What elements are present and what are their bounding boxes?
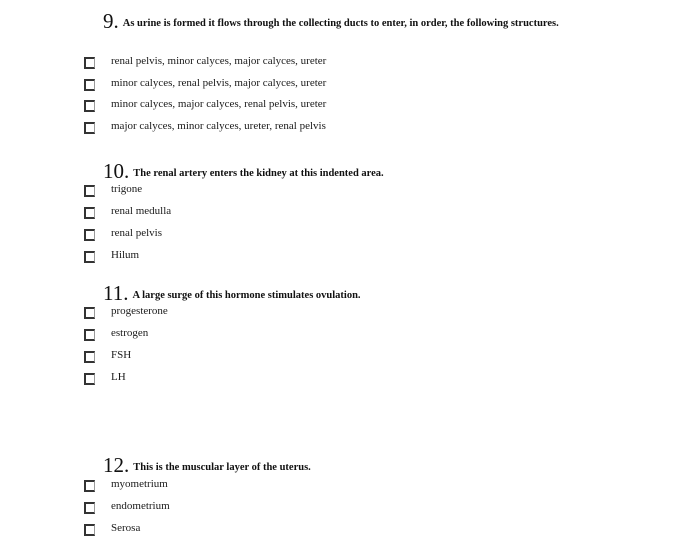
option-label: Hilum [111,249,140,261]
question-9-option-4[interactable] [84,120,504,136]
option-label: renal pelvis, minor calyces, major calyces, ureter [111,55,327,67]
checkbox-icon[interactable] [84,229,95,241]
question-11-option-1[interactable] [84,305,504,321]
option-label: renal pelvis [111,227,163,239]
checkbox-icon[interactable] [84,185,95,197]
checkbox-icon[interactable] [84,502,95,514]
question-10-text: The renal artery enters the kidney at this indented area. [133,168,384,179]
question-10-prompt [103,159,384,184]
question-10-option-1[interactable] [84,183,504,199]
checkbox-icon[interactable] [84,480,95,492]
option-label: endometrium [111,500,170,512]
checkbox-icon[interactable] [84,524,95,536]
question-11-option-4[interactable] [84,371,504,387]
question-10-option-4[interactable] [84,249,504,265]
question-9-text: As urine is formed it flows through the collecting ducts to enter, in order, the following structures. [122,18,559,29]
option-label: LH [111,371,126,383]
checkbox-icon[interactable] [84,307,95,319]
checkbox-icon[interactable] [84,57,95,69]
question-12-option-3[interactable] [84,522,504,538]
question-9-option-3[interactable] [84,98,504,114]
option-label: trigone [111,183,143,195]
question-9-prompt [103,9,559,34]
question-11-option-2[interactable] [84,327,504,343]
checkbox-icon[interactable] [84,329,95,341]
question-10-option-2[interactable] [84,205,504,221]
option-label: minor calyces, major calyces, renal pelvis, ureter [111,98,327,110]
option-label: FSH [111,349,132,361]
question-10-option-3[interactable] [84,227,504,243]
checkbox-icon[interactable] [84,207,95,219]
option-label: progesterone [111,305,168,317]
question-9-option-2[interactable] [84,77,504,93]
question-11-number: 11. [103,281,129,305]
question-9-option-1[interactable] [84,55,504,71]
checkbox-icon[interactable] [84,79,95,91]
question-12-text: This is the muscular layer of the uterus. [133,462,311,473]
option-label: Serosa [111,522,141,534]
option-label: estrogen [111,327,149,339]
question-9-number: 9. [103,9,119,33]
question-12-option-2[interactable] [84,500,504,516]
checkbox-icon[interactable] [84,373,95,385]
question-10-number: 10. [103,159,130,183]
checkbox-icon[interactable] [84,251,95,263]
question-11-prompt [103,281,361,306]
checkbox-icon[interactable] [84,351,95,363]
question-12-option-1[interactable] [84,478,504,494]
question-12-number: 12. [103,453,130,477]
option-label: myometrium [111,478,168,490]
option-label: minor calyces, renal pelvis, major calyces, ureter [111,77,327,89]
checkbox-icon[interactable] [84,100,95,112]
option-label: renal medulla [111,205,172,217]
question-11-option-3[interactable] [84,349,504,365]
checkbox-icon[interactable] [84,122,95,134]
option-label: major calyces, minor calyces, ureter, renal pelvis [111,120,326,132]
question-11-text: A large surge of this hormone stimulates ovulation. [132,290,361,301]
question-12-prompt [103,453,311,478]
